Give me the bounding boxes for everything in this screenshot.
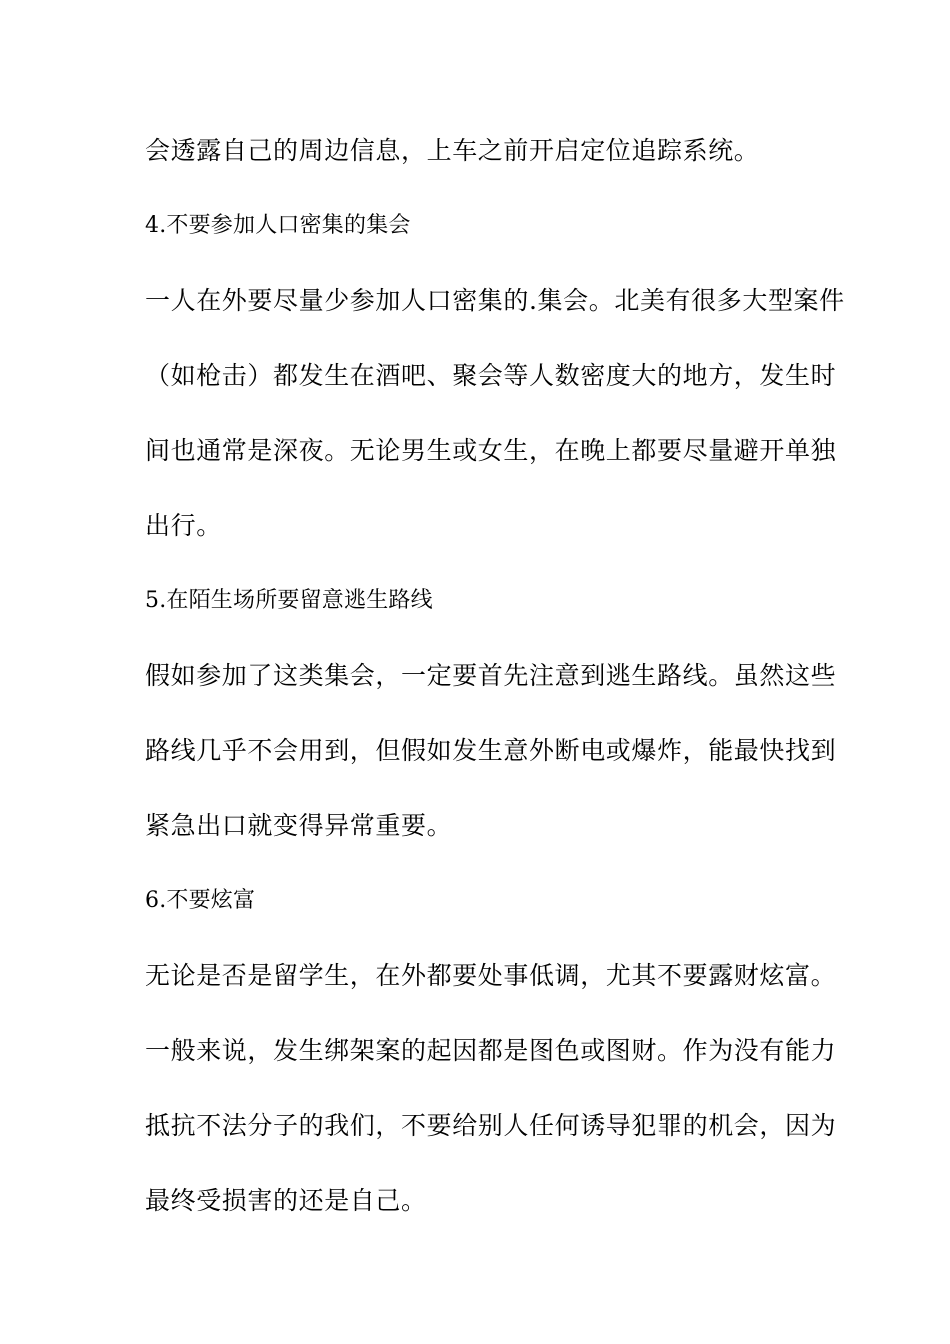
paragraph-line: 抵抗不法分子的我们，不要给别人任何诱导犯罪的机会，因为: [145, 1111, 837, 1140]
paragraph-line: 最终受损害的还是自己。: [145, 1186, 427, 1215]
paragraph-line: 紧急出口就变得异常重要。: [145, 811, 453, 840]
paragraph-line: 间也通常是深夜。无论男生或女生，在晚上都要尽量避开单独: [145, 436, 837, 465]
paragraph-line: 路线几乎不会用到，但假如发生意外断电或爆炸，能最快找到: [145, 736, 837, 765]
paragraph-line: 无论是否是留学生，在外都要处事低调，尤其不要露财炫富。: [145, 961, 837, 990]
paragraph-line: 假如参加了这类集会，一定要首先注意到逃生路线。虽然这些: [145, 661, 837, 690]
section-heading-6: 6.不要炫富: [145, 888, 256, 913]
paragraph-line: 一般来说，发生绑架案的起因都是图色或图财。作为没有能力: [145, 1036, 837, 1065]
paragraph-line: （如枪击）都发生在酒吧、聚会等人数密度大的地方，发生时: [145, 361, 837, 390]
paragraph-line: 会透露自己的周边信息，上车之前开启定位追踪系统。: [145, 136, 760, 165]
paragraph-line: 一人在外要尽量少参加人口密集的.集会。北美有很多大型案件: [145, 286, 845, 315]
section-heading-4: 4.不要参加人口密集的集会: [145, 213, 411, 238]
paragraph-line: 出行。: [145, 511, 222, 540]
section-heading-5: 5.在陌生场所要留意逃生路线: [145, 588, 433, 613]
